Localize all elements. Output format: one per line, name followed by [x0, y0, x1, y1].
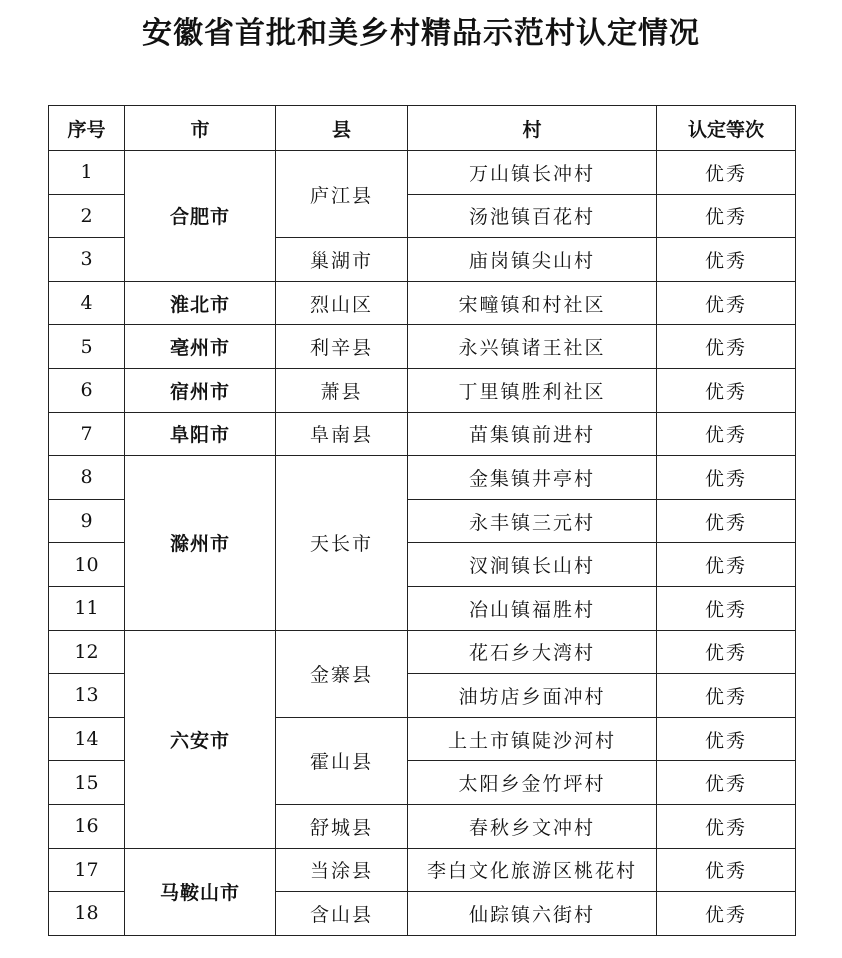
row-number: 18	[49, 892, 125, 936]
city-cell: 宿州市	[125, 368, 276, 412]
row-number: 13	[49, 674, 125, 718]
row-number: 8	[49, 456, 125, 500]
county-cell: 利辛县	[276, 325, 408, 369]
village-cell: 李白文化旅游区桃花村	[408, 848, 657, 892]
level-cell: 优秀	[657, 412, 796, 456]
level-cell: 优秀	[657, 761, 796, 805]
village-cell: 仙踪镇六街村	[408, 892, 657, 936]
city-cell: 亳州市	[125, 325, 276, 369]
row-number: 16	[49, 804, 125, 848]
row-number: 7	[49, 412, 125, 456]
row-number: 3	[49, 238, 125, 282]
level-cell: 优秀	[657, 630, 796, 674]
village-cell: 永兴镇诸王社区	[408, 325, 657, 369]
table-row	[49, 281, 796, 325]
row-number: 4	[49, 281, 125, 325]
row-number: 12	[49, 630, 125, 674]
city-cell: 六安市	[125, 630, 276, 848]
county-cell: 金寨县	[276, 630, 408, 717]
header-row	[49, 106, 796, 151]
row-number: 6	[49, 368, 125, 412]
level-cell: 优秀	[657, 848, 796, 892]
row-number: 2	[49, 194, 125, 238]
row-number: 17	[49, 848, 125, 892]
village-cell: 永丰镇三元村	[408, 499, 657, 543]
header-seq: 序号	[49, 106, 125, 151]
village-cell: 苗集镇前进村	[408, 412, 657, 456]
county-cell: 当涂县	[276, 848, 408, 892]
village-cell: 花石乡大湾村	[408, 630, 657, 674]
county-cell: 庐江县	[276, 151, 408, 238]
village-cell: 丁里镇胜利社区	[408, 368, 657, 412]
city-cell: 淮北市	[125, 281, 276, 325]
village-cell: 金集镇井亭村	[408, 456, 657, 500]
level-cell: 优秀	[657, 892, 796, 936]
village-cell: 万山镇长冲村	[408, 151, 657, 195]
village-cell: 太阳乡金竹坪村	[408, 761, 657, 805]
row-number: 11	[49, 586, 125, 630]
table-row	[49, 412, 796, 456]
village-cell: 庙岗镇尖山村	[408, 238, 657, 282]
city-cell: 阜阳市	[125, 412, 276, 456]
level-cell: 优秀	[657, 194, 796, 238]
level-cell: 优秀	[657, 281, 796, 325]
header-city: 市	[125, 106, 276, 151]
row-number: 5	[49, 325, 125, 369]
level-cell: 优秀	[657, 456, 796, 500]
row-number: 15	[49, 761, 125, 805]
county-cell: 霍山县	[276, 717, 408, 804]
level-cell: 优秀	[657, 717, 796, 761]
county-cell: 含山县	[276, 892, 408, 936]
village-cell: 油坊店乡面冲村	[408, 674, 657, 718]
table-row	[49, 325, 796, 369]
village-cell: 汤池镇百花村	[408, 194, 657, 238]
level-cell: 优秀	[657, 325, 796, 369]
county-cell: 巢湖市	[276, 238, 408, 282]
level-cell: 优秀	[657, 368, 796, 412]
village-cell: 上土市镇陡沙河村	[408, 717, 657, 761]
header-level: 认定等次	[657, 106, 796, 151]
county-cell: 阜南县	[276, 412, 408, 456]
certification-table	[48, 105, 796, 936]
level-cell: 优秀	[657, 238, 796, 282]
village-cell: 冶山镇福胜村	[408, 586, 657, 630]
header-county: 县	[276, 106, 408, 151]
table-row	[49, 630, 796, 674]
row-number: 1	[49, 151, 125, 195]
table-row	[49, 151, 796, 195]
level-cell: 优秀	[657, 543, 796, 587]
city-cell: 滁州市	[125, 456, 276, 630]
row-number: 14	[49, 717, 125, 761]
village-cell: 宋疃镇和村社区	[408, 281, 657, 325]
table-row	[49, 456, 796, 500]
city-cell: 合肥市	[125, 151, 276, 282]
village-cell: 汊涧镇长山村	[408, 543, 657, 587]
row-number: 9	[49, 499, 125, 543]
village-cell: 春秋乡文冲村	[408, 804, 657, 848]
level-cell: 优秀	[657, 499, 796, 543]
table-row	[49, 848, 796, 892]
county-cell: 烈山区	[276, 281, 408, 325]
county-cell: 舒城县	[276, 804, 408, 848]
level-cell: 优秀	[657, 674, 796, 718]
county-cell: 萧县	[276, 368, 408, 412]
level-cell: 优秀	[657, 804, 796, 848]
city-cell: 马鞍山市	[125, 848, 276, 935]
level-cell: 优秀	[657, 151, 796, 195]
level-cell: 优秀	[657, 586, 796, 630]
document-title: 安徽省首批和美乡村精品示范村认定情况	[142, 16, 700, 51]
header-village: 村	[408, 106, 657, 151]
county-cell: 天长市	[276, 456, 408, 630]
row-number: 10	[49, 543, 125, 587]
table-row	[49, 368, 796, 412]
